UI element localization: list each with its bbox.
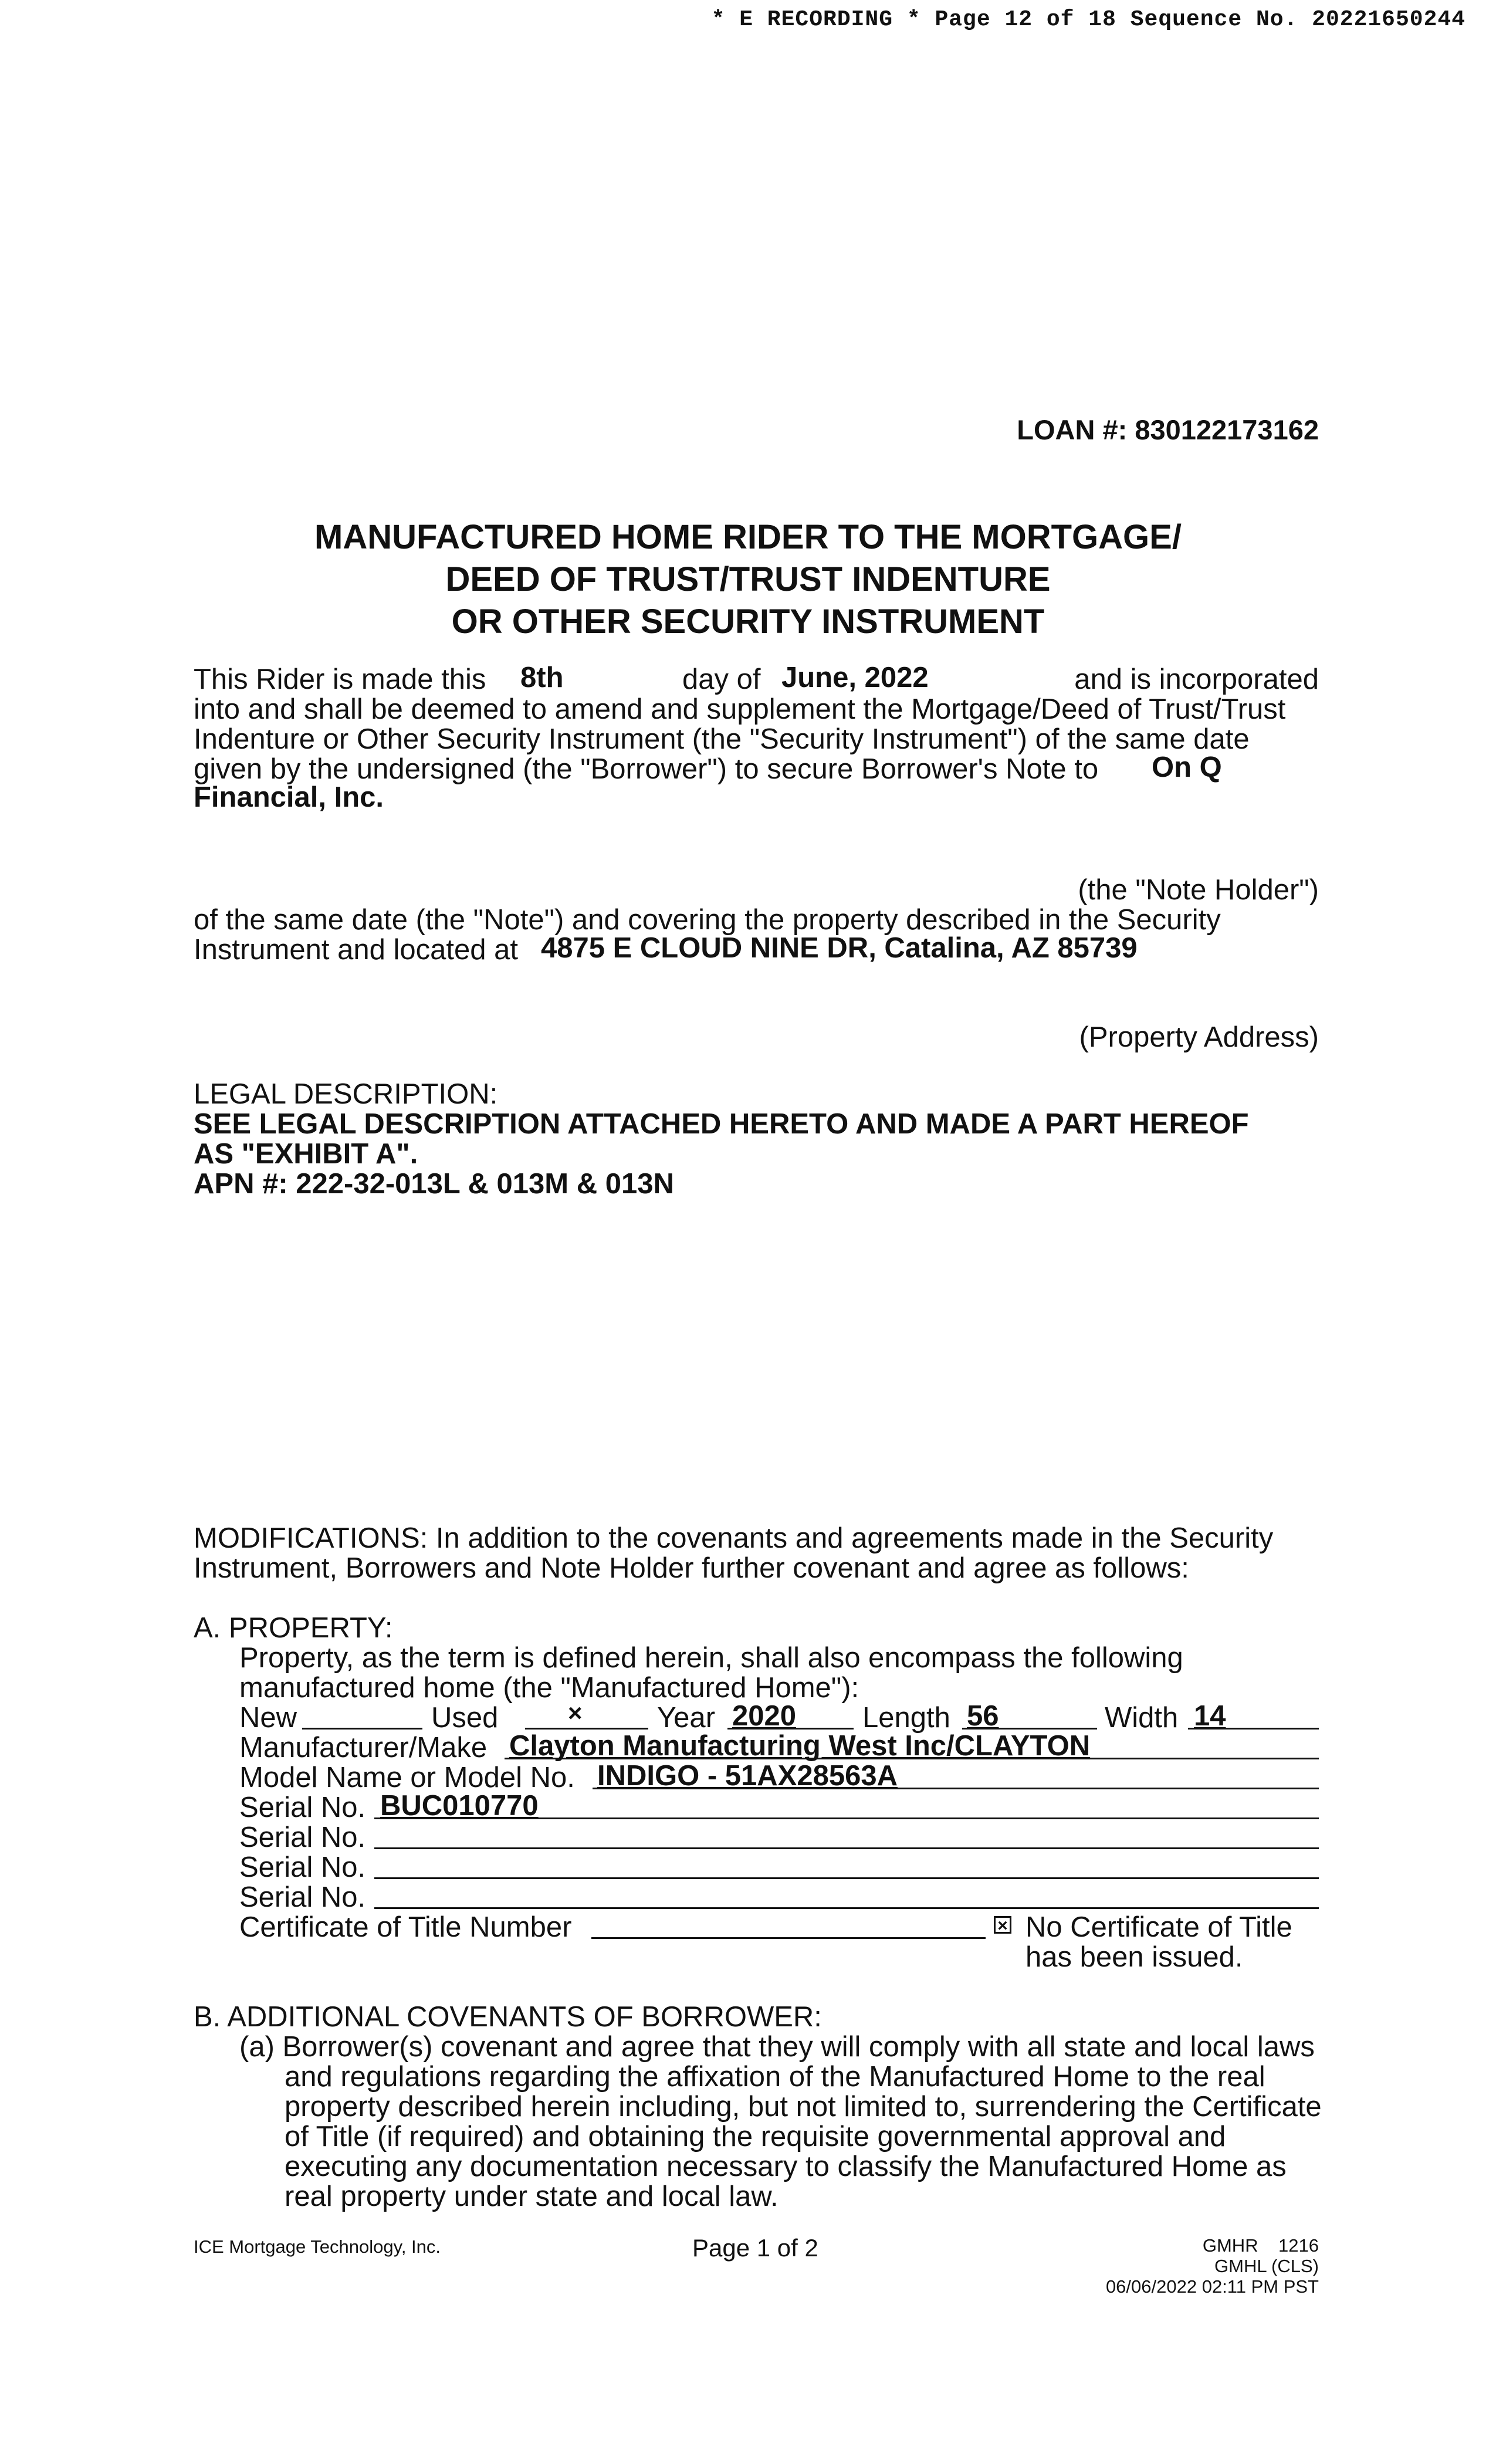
intro-line-2: into and shall be deemed to amend and supplement the Mortgage/Deed of Trust/Trust	[194, 693, 1286, 725]
no-certificate-line-1: No Certificate of Title	[1025, 1911, 1292, 1943]
certificate-line	[591, 1937, 986, 1939]
section-b-line-6: real property under state and local law.	[285, 2181, 779, 2212]
model-label: Model Name or Model No.	[239, 1762, 575, 1793]
intro-incorporated: and is incorporated	[1074, 664, 1319, 695]
property-address-label: (Property Address)	[1079, 1021, 1319, 1053]
intro-day-value: 8th	[520, 662, 564, 693]
footer-page-number: Page 1 of 2	[692, 2234, 818, 2262]
serial-label-1: Serial No.	[239, 1792, 366, 1823]
loan-number: LOAN #: 830122173162	[1017, 414, 1319, 445]
section-a-line-1: Property, as the term is defined herein, shall also encompass the following	[239, 1642, 1183, 1674]
intro-day-of: day of	[682, 664, 761, 695]
document-title-line-3: OR OTHER SECURITY INSTRUMENT	[451, 603, 1045, 641]
property-address: 4875 E CLOUD NINE DR, Catalina, AZ 85739	[541, 932, 1138, 964]
legal-description-label: LEGAL DESCRIPTION:	[194, 1078, 498, 1110]
certificate-label: Certificate of Title Number	[239, 1911, 572, 1943]
section-b-line-3: property described herein including, but not limited to, surrendering the Certificate	[285, 2091, 1322, 2123]
length-value: 56	[967, 1700, 999, 1732]
footer-form-code-2: GMHL (CLS)	[1214, 2256, 1319, 2276]
document-title-line-1: MANUFACTURED HOME RIDER TO THE MORTGAGE/	[314, 518, 1182, 556]
section-a-line-2: manufactured home (the "Manufactured Home"):	[239, 1672, 859, 1704]
model-value: INDIGO - 51AX28563A	[597, 1760, 898, 1792]
section-b-line-1: (a) Borrower(s) covenant and agree that they will comply with all state and local laws	[239, 2031, 1315, 2063]
manufacturer-label: Manufacturer/Make	[239, 1732, 488, 1764]
serial-label-4: Serial No.	[239, 1881, 366, 1913]
legal-description-line-1: SEE LEGAL DESCRIPTION ATTACHED HERETO AND MADE A PART HEREOF	[194, 1108, 1249, 1140]
modifications-line-1: MODIFICATIONS: In addition to the covenants and agreements made in the Security	[194, 1522, 1274, 1554]
footer-company: ICE Mortgage Technology, Inc.	[194, 2236, 441, 2257]
serial-line-4	[374, 1907, 1319, 1909]
width-label: Width	[1105, 1702, 1179, 1734]
lender-name-part-1: On Q	[1152, 752, 1222, 783]
document-title-line-2: DEED OF TRUST/TRUST INDENTURE	[445, 560, 1051, 598]
section-b-line-2: and regulations regarding the affixation of the Manufactured Home to the real	[285, 2061, 1265, 2093]
checkbox-mark: ×	[994, 1916, 1011, 1934]
intro-month-year: June, 2022	[781, 662, 929, 693]
serial-value-1: BUC010770	[380, 1790, 539, 1822]
year-value: 2020	[732, 1700, 797, 1732]
modifications-line-2: Instrument, Borrowers and Note Holder further covenant and agree as follows:	[194, 1552, 1189, 1584]
intro-line-3: Indenture or Other Security Instrument (the "Security Instrument") of the same date	[194, 723, 1250, 755]
serial-label-2: Serial No.	[239, 1822, 366, 1853]
serial-label-3: Serial No.	[239, 1852, 366, 1883]
length-label: Length	[862, 1702, 950, 1734]
footer-timestamp: 06/06/2022 02:11 PM PST	[1105, 2276, 1319, 2297]
new-label: New	[239, 1702, 297, 1734]
section-b-heading: B. ADDITIONAL COVENANTS OF BORROWER:	[194, 2001, 822, 2033]
section-a-heading: A. PROPERTY:	[194, 1612, 393, 1644]
intro-line-4: given by the undersigned (the "Borrower") to secure Borrower's Note to	[194, 753, 1099, 785]
section-b-line-5: executing any documentation necessary to classify the Manufactured Home as	[285, 2151, 1287, 2182]
new-line	[302, 1728, 422, 1729]
serial-line-2	[374, 1847, 1319, 1849]
used-label: Used	[431, 1702, 499, 1734]
legal-description-line-2: AS "EXHIBIT A".	[194, 1138, 418, 1170]
apn-number: APN #: 222-32-013L & 013M & 013N	[194, 1168, 674, 1200]
used-mark: ×	[568, 1699, 583, 1727]
manufacturer-value: Clayton Manufacturing West Inc/CLAYTON	[509, 1730, 1091, 1762]
width-value: 14	[1194, 1700, 1226, 1732]
used-line	[525, 1728, 648, 1729]
property-line-2-prefix: Instrument and located at	[194, 934, 518, 966]
year-label: Year	[657, 1702, 716, 1734]
recording-header: * E RECORDING * Page 12 of 18 Sequence No. 20221650244	[711, 7, 1465, 32]
intro-made-this: This Rider is made this	[194, 664, 486, 695]
property-line-1: of the same date (the "Note") and covering the property described in the Security	[194, 904, 1221, 936]
section-b-line-4: of Title (if required) and obtaining the requisite governmental approval and	[285, 2121, 1226, 2152]
footer-form-code-1: GMHR 1216	[1202, 2235, 1319, 2256]
lender-name-part-2: Financial, Inc.	[194, 781, 384, 813]
no-certificate-checkbox	[994, 1916, 1011, 1934]
no-certificate-line-2: has been issued.	[1025, 1941, 1243, 1973]
serial-line-3	[374, 1877, 1319, 1879]
note-holder-label: (the "Note Holder")	[1078, 874, 1319, 906]
